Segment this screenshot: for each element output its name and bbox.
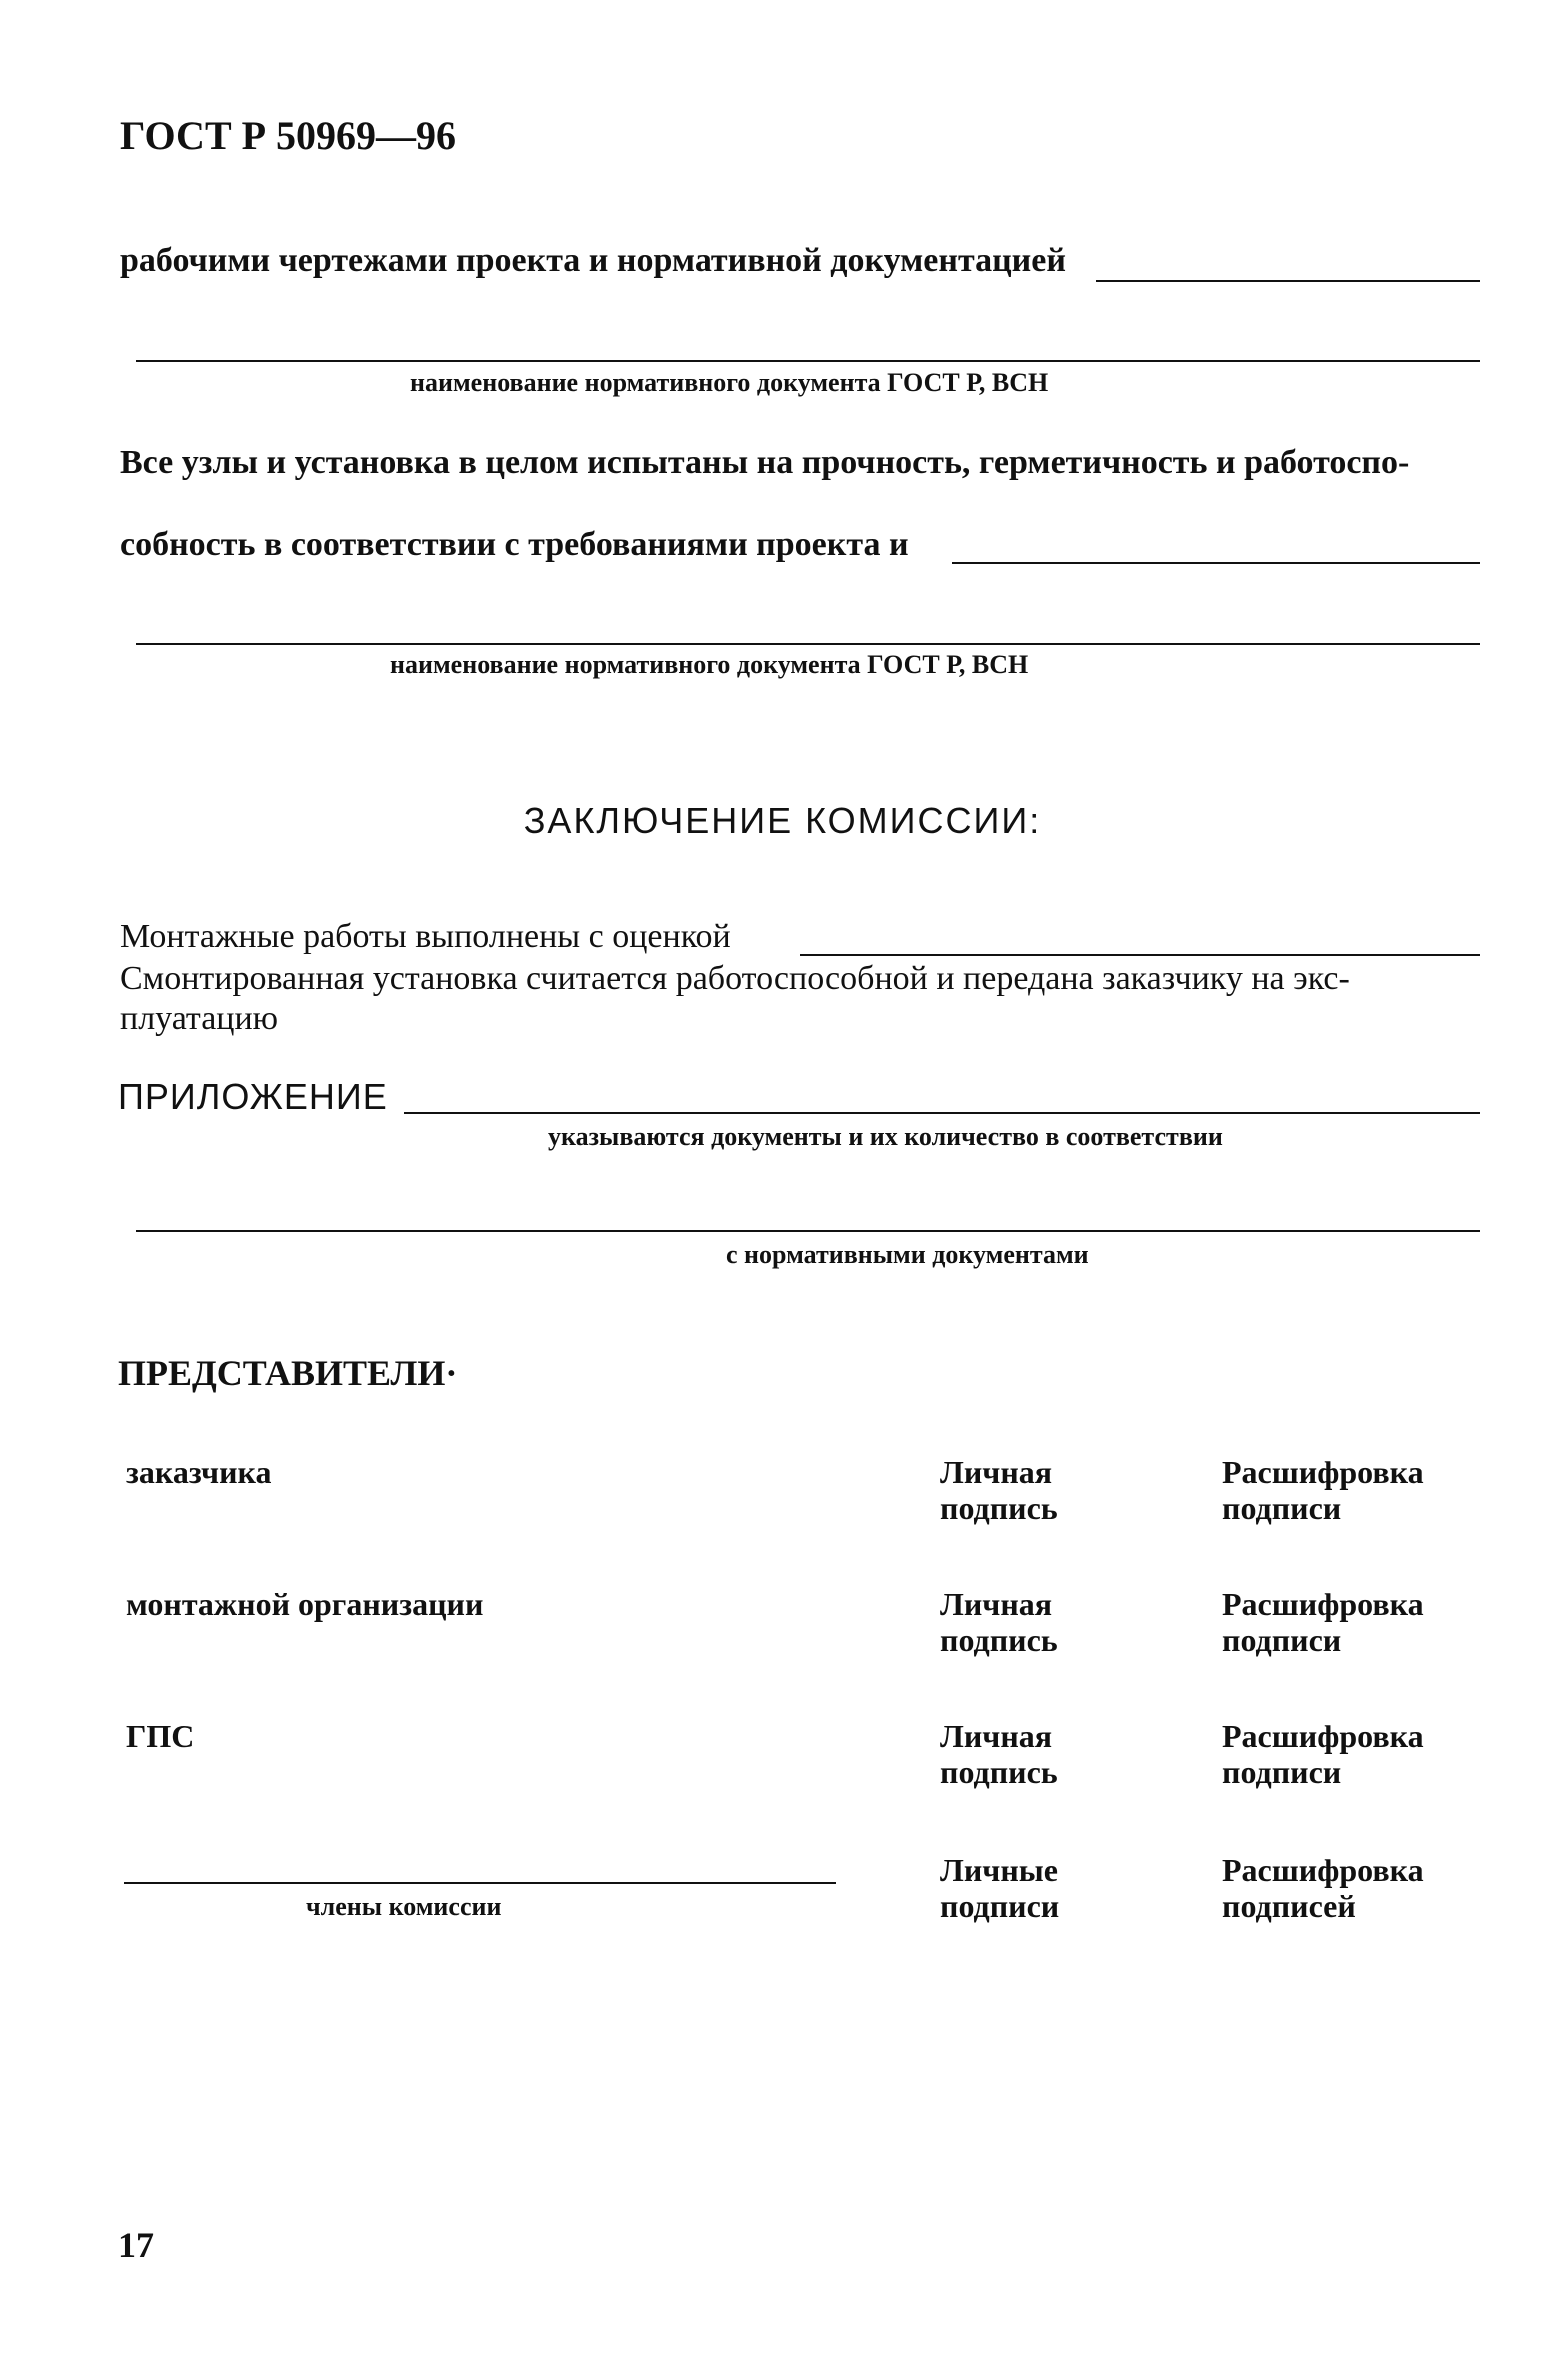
fill-line [952,562,1480,564]
signature-label: Личная подпись [940,1454,1058,1526]
text-line-accepted: Смонтированная установка считается работоспособной и передана заказчику на экс- [120,960,1350,997]
fill-line [136,360,1480,362]
signature-label: Личная подпись [940,1586,1058,1658]
caption-commission-members: члены комиссии [306,1892,502,1921]
signatures-label: Личные подписи [940,1852,1060,1924]
section-title-representatives: ПРЕДСТАВИТЕЛИ· [118,1353,458,1393]
signature-decoding-label: Расшифровка подписи [1222,1718,1424,1790]
text-line-grade: Монтажные работы выполнены с оценкой [120,918,731,955]
text-line-accepted-cont: плуатацию [120,1000,279,1037]
caption-normative-doc: наименование нормативного документа ГОСТ Р, ВСН [410,368,1049,397]
fill-line-members [124,1882,836,1884]
signature-decoding-label: Расшифровка подписи [1222,1586,1424,1658]
text-line-tests: Все узлы и установка в целом испытаны на прочность, герметичность и работоспо- [120,444,1410,481]
signatures-decoding-label: Расшифровка подписей [1222,1852,1424,1924]
fill-line [1096,280,1480,282]
section-title-conclusion: ЗАКЛЮЧЕНИЕ КОМИССИИ: [523,800,1042,841]
caption-normative-doc: наименование нормативного документа ГОСТ Р, ВСН [390,650,1029,679]
fill-line [404,1112,1480,1114]
signature-label: Личная подпись [940,1718,1058,1790]
representative-customer: заказчика [126,1454,272,1490]
appendix-label: ПРИЛОЖЕНИЕ [118,1076,388,1117]
caption-appendix-cont: с нормативными документами [726,1240,1089,1269]
representative-gps: ГПС [126,1718,195,1754]
text-line-compliance: собность в соответствии с требованиями проекта и [120,526,909,563]
representative-installer: монтажной организации [126,1586,484,1622]
page-number: 17 [118,2225,154,2265]
document-code: ГОСТ Р 50969—96 [120,113,457,158]
signature-decoding-label: Расшифровка подписи [1222,1454,1424,1526]
fill-line [136,643,1480,645]
caption-appendix: указываются документы и их количество в соответствии [548,1122,1223,1151]
fill-line [800,954,1480,956]
fill-line [136,1230,1480,1232]
text-line-drawings: рабочими чертежами проекта и нормативной документацией [120,242,1066,279]
